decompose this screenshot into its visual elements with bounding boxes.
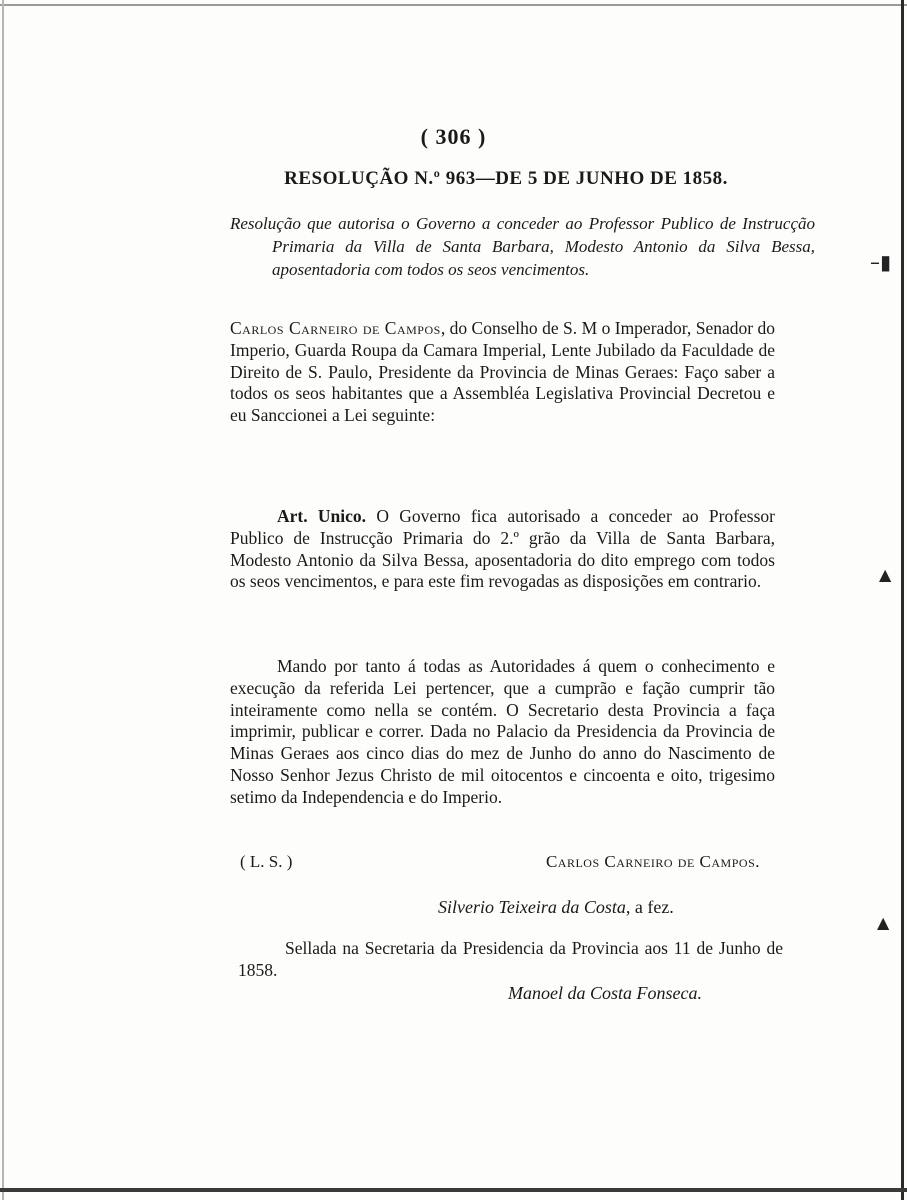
page-edge-right	[901, 0, 904, 1200]
secretary-line	[438, 897, 674, 918]
enacting-paragraph	[230, 318, 775, 427]
page-edge-bottom	[0, 1188, 907, 1192]
secretary-suffix: , a fez.	[625, 897, 674, 917]
article-text: O Governo fica autorisado a conceder ao Professor Publico de Instrucção Primaria do 2.º grão da Villa de Santa Barbara, Modesto Antonio da Silva Bessa, aposentadoria do dito emprego com todos os seos vencimentos, e para este fim revogadas as disposições em contrario.	[230, 506, 776, 592]
article-label: Art. Unico.	[277, 506, 367, 526]
mando-paragraph: Mando por tanto á todas as Autoridades á quem o conhecimento e execução da referida Lei pertencer, que a cumprão e fação cumprir tão inteiramente como nella se contém. O Secretario desta Provincia a faça imprimir, publicar e correr. Dada no Palacio da Presidencia da Provincia de Minas Geraes aos cinco dias do mez de Junho do anno do Nascimento de Nosso Senhor Jezus Christo de mil oitocentos e cincoenta e oito, trigesimo setimo da Independencia e do Imperio.	[230, 656, 775, 807]
margin-arrow-icon: ▲	[877, 913, 890, 932]
margin-arrow-icon: ▲	[879, 565, 892, 584]
page-edge-top	[0, 4, 907, 6]
president-name: Carlos Carneiro de Campos	[230, 318, 441, 338]
secretary-name: Silverio Teixeira da Costa	[438, 897, 626, 917]
signatory-name: Carlos Carneiro de Campos.	[545, 852, 760, 871]
enacting-text: , do Conselho de S. M o Imperador, Senador do Imperio, Guarda Roupa da Camara Imperial, Lente Jubilado da Faculdade de Direito de S. Paulo, Presidente da Provincia de Minas Geraes: Faço saber a todos os seos habitantes que a Assembléa Legislativa Provincial Decretou e eu Sanccionei a Lei seguinte:	[230, 318, 775, 426]
seal-mark: ( L. S. )	[240, 852, 293, 871]
resolution-summary: Resolução que autorisa o Governo a conceder ao Professor Publico de Instrucção Primaria da Villa de Santa Barbara, Modesto Antonio da Silva Bessa, aposentadoria com todos os seos vencimentos.	[230, 214, 815, 279]
registrar-name: Manoel da Costa Fonseca.	[508, 983, 702, 1003]
page-number: ( 306 )	[420, 124, 487, 149]
resolution-heading: RESOLUÇÃO N.º 963—DE 5 DE JUNHO DE 1858.	[284, 168, 728, 189]
margin-smudge-icon: –▮	[870, 250, 892, 274]
sellada-paragraph: Sellada na Secretaria da Presidencia da Provincia aos 11 de Junho de 1858.	[238, 938, 783, 980]
page-edge-left	[2, 0, 4, 1200]
article-paragraph	[230, 506, 775, 593]
